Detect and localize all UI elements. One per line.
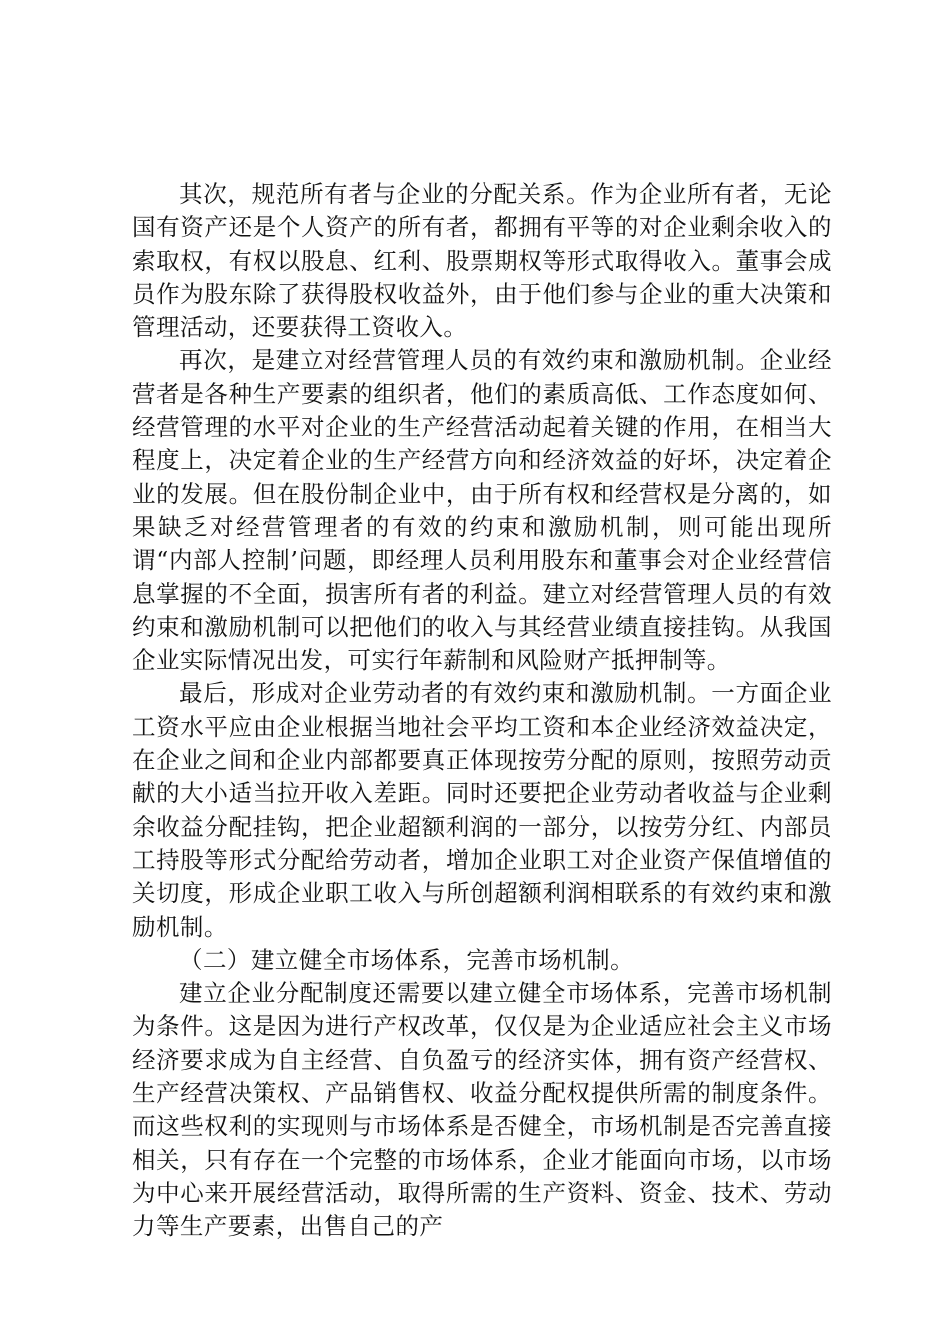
section-heading-market-system: （二）建立健全市场体系，完善市场机制。: [179, 945, 635, 974]
document-body: [132, 178, 832, 1244]
paragraph-manager-incentives: 再次，是建立对经营管理人员的有效约束和激励机制。企业经营者是各种生产要素的组织者，他们的素质高低、工作态度如何、经营管理的水平对企业的生产经营活动起着关键的作用，在相当大程度上，决定着企业的生产经营方向和经济效益的好坏，决定着企业的发展。但在股份制企业中，由于所有权和经营权是分离的，如果缺乏对经营管理者的有效的约束和激励机制，则可能出现所谓“内部人控制’问题，即经理人员利用股东和董事会对企业经营信息掌握的不全面，损害所有者的利益。建立对经营管理人员的有效约束和激励机制可以把他们的收入与其经营业绩直接挂钩。从我国企业实际情况出发，可实行年薪制和风险财产抵押制等。: [132, 346, 832, 675]
paragraph-owner-distribution: 其次，规范所有者与企业的分配关系。作为企业所有者，无论国有资产还是个人资产的所有者，都拥有平等的对企业剩余收入的索取权，有权以股息、红利、股票期权等形式取得收入。董事会成员作为股东除了获得股权收益外，由于他们参与企业的重大决策和管理活动，还要获得工资收入。: [132, 180, 832, 342]
paragraph-worker-incentives: 最后，形成对企业劳动者的有效约束和激励机制。一方面企业工资水平应由企业根据当地社会平均工资和本企业经济效益决定，在企业之间和企业内部都要真正体现按劳分配的原则，按照劳动贡献的大小适当拉开收入差距。同时还要把企业劳动者收益与企业剩余收益分配挂钩，把企业超额利润的一部分，以按劳分红、内部员工持股等形式分配给劳动者，增加企业职工对企业资产保值增值的关切度，形成企业职工收入与所创超额利润相联系的有效约束和激励机制。: [132, 679, 832, 941]
paragraph-market-mechanism: 建立企业分配制度还需要以建立健全市场体系，完善市场机制为条件。这是因为进行产权改革，仅仅是为企业适应社会主义市场经济要求成为自主经营、自负盈亏的经济实体，拥有资产经营权、生产经营决策权、产品销售权、收益分配权提供所需的制度条件。而这些权利的实现则与市场体系是否健全，市场机制是否完善直接相关，只有存在一个完整的市场体系，企业才能面向市场，以市场为中心来开展经营活动，取得所需的生产资料、资金、技术、劳动力等生产要素，出售自己的产: [132, 979, 832, 1241]
